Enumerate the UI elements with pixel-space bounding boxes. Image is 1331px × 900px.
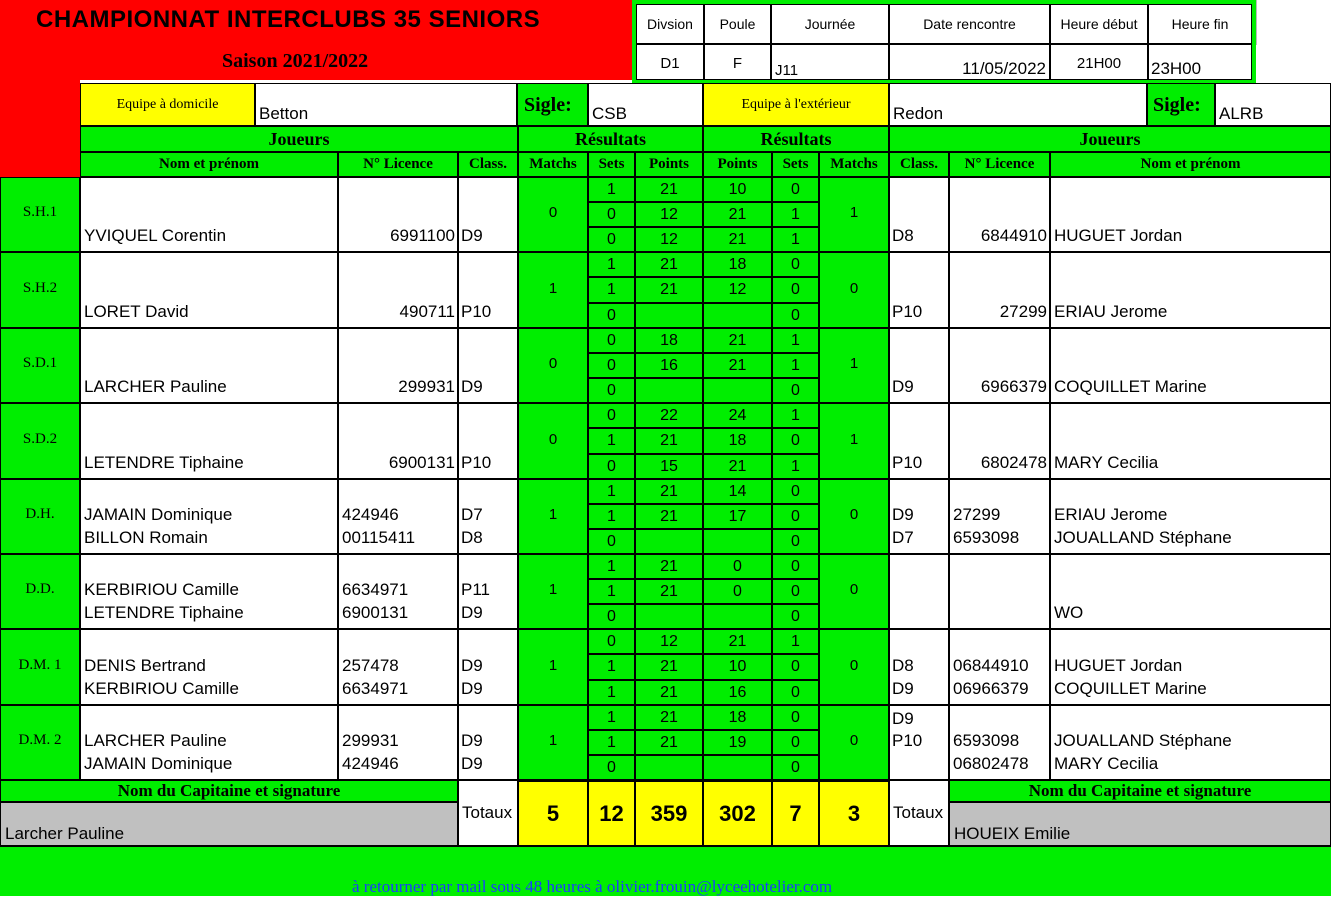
home-points-value: 15 — [635, 454, 703, 479]
away-sets-value: 0 — [772, 680, 819, 705]
away-sets-value: 1 — [772, 328, 819, 353]
home-points-value: 21 — [635, 428, 703, 454]
away-player-name: JOUALLAND Stéphane — [1054, 731, 1232, 750]
home-points-value — [635, 378, 703, 403]
away-col-name: Nom et prénom — [1050, 152, 1331, 177]
home-player-name: LETENDRE Tiphaine — [84, 452, 244, 472]
bottom-strip — [0, 896, 1331, 900]
info-value-1: F — [732, 55, 743, 72]
away-player-class: D8 — [892, 656, 914, 675]
home-points-value: 22 — [635, 403, 703, 428]
home-matchs-value: 1 — [548, 279, 558, 297]
away-player-licence: 06844910 — [953, 656, 1029, 675]
away-sets-value: 0 — [772, 428, 819, 454]
home-sigle: CSB — [592, 104, 627, 123]
info-value-cell-1 — [704, 44, 771, 80]
home-sets-value: 0 — [588, 227, 635, 252]
away-total-points: 302 — [703, 780, 772, 846]
home-total-points: 359 — [635, 780, 703, 846]
away-player-class: D9 — [892, 708, 914, 728]
away-points-value: 18 — [703, 252, 772, 277]
away-sets-value: 0 — [772, 378, 819, 403]
away-matchs-cell — [819, 554, 889, 629]
footer-note: à retourner par mail sous 48 heures à olivier.frouin@lyceehotelier.com — [352, 877, 833, 896]
away-results-header: Résultats — [703, 126, 889, 152]
home-total-sets: 12 — [588, 780, 635, 846]
home-points-value — [635, 529, 703, 554]
home-results-header: Résultats — [518, 126, 703, 152]
home-matchs-value: 1 — [548, 506, 558, 524]
info-value-3: 11/05/2022 — [962, 59, 1046, 78]
away-player-licence: 06802478 — [953, 753, 1029, 773]
top-right-blank — [1256, 0, 1331, 45]
away-matchs-value: 0 — [849, 656, 859, 674]
away-captain-name: HOUEIX Emilie — [954, 824, 1071, 843]
away-points-value: 18 — [703, 428, 772, 454]
home-sets-value: 0 — [588, 378, 635, 403]
away-sets-value: 0 — [772, 479, 819, 504]
away-col-licence: N° Licence — [949, 152, 1050, 177]
home-matchs-cell — [518, 554, 588, 629]
home-totals-label: Totaux — [462, 803, 513, 822]
away-matchs-cell — [819, 252, 889, 328]
home-sets-value: 0 — [588, 403, 635, 428]
home-matchs-value: 1 — [548, 581, 558, 599]
home-matchs-value: 0 — [548, 204, 558, 222]
info-value-cell-0 — [636, 44, 704, 80]
away-sets-value: 0 — [772, 755, 819, 780]
info-label-3: Date rencontre — [889, 4, 1050, 44]
away-team-name: Redon — [893, 104, 944, 123]
home-sets-value: 0 — [588, 604, 635, 629]
away-matchs-value: 1 — [849, 204, 859, 222]
away-sigle-cell — [1215, 83, 1331, 126]
away-player-name: MARY Cecilia — [1054, 452, 1159, 472]
home-player-licence: 6900131 — [342, 602, 409, 622]
home-points-value: 21 — [635, 705, 703, 730]
home-player-licence: 6900131 — [388, 452, 455, 472]
home-sets-value: 1 — [588, 504, 635, 529]
away-sets-value: 0 — [772, 277, 819, 303]
away-col-points: Points — [703, 152, 772, 177]
info-value-cell-4 — [1050, 44, 1148, 80]
info-value-cell-5 — [1148, 44, 1252, 80]
away-sets-value: 0 — [772, 504, 819, 529]
away-player-name: ERIAU Jerome — [1054, 301, 1168, 321]
home-player-licence: 424946 — [342, 753, 399, 773]
away-matchs-value: 0 — [849, 279, 859, 297]
away-matchs-value: 1 — [849, 430, 859, 448]
away-players-header: Joueurs — [889, 126, 1331, 152]
home-points-value: 21 — [635, 579, 703, 604]
away-points-value: 21 — [703, 202, 772, 227]
home-sets-value: 1 — [588, 680, 635, 705]
home-player-licence: 424946 — [342, 505, 399, 524]
away-points-value — [703, 378, 772, 403]
home-sets-value: 0 — [588, 454, 635, 479]
home-points-value — [635, 604, 703, 629]
home-team-name-cell — [255, 83, 517, 126]
home-points-value: 21 — [635, 277, 703, 303]
home-player-licence: 6634971 — [342, 678, 409, 698]
home-sets-value: 1 — [588, 654, 635, 680]
away-total-sets: 7 — [772, 780, 819, 846]
home-matchs-value: 1 — [548, 656, 558, 674]
home-points-value: 21 — [635, 177, 703, 202]
home-sets-value: 1 — [588, 277, 635, 303]
away-sets-value: 0 — [772, 177, 819, 202]
home-player-class: D7 — [461, 505, 483, 524]
home-player-licence: 257478 — [342, 656, 399, 675]
home-player-class: D9 — [461, 753, 483, 773]
away-player-name: MARY Cecilia — [1054, 753, 1159, 773]
home-sets-value: 0 — [588, 755, 635, 780]
home-matchs-value: 1 — [548, 732, 558, 750]
match-code-cell — [0, 177, 80, 252]
away-points-value: 14 — [703, 479, 772, 504]
match-code: S.H.1 — [22, 204, 58, 221]
away-matchs-cell — [819, 328, 889, 403]
home-matchs-value: 0 — [548, 355, 558, 373]
away-points-value — [703, 529, 772, 554]
away-player-class: D8 — [892, 225, 914, 245]
home-player-name: LARCHER Pauline — [84, 731, 227, 750]
home-players-header: Joueurs — [80, 126, 518, 152]
info-label-4: Heure début — [1050, 4, 1148, 44]
home-matchs-cell — [518, 403, 588, 479]
away-points-value: 24 — [703, 403, 772, 428]
home-player-licence: 299931 — [398, 376, 455, 396]
home-matchs-cell — [518, 177, 588, 252]
away-sets-value: 0 — [772, 529, 819, 554]
home-player-name: JAMAIN Dominique — [84, 505, 233, 524]
away-col-sets: Sets — [772, 152, 819, 177]
away-player-name: ERIAU Jerome — [1054, 505, 1168, 524]
home-captain-name: Larcher Pauline — [5, 824, 125, 843]
home-player-class: P10 — [461, 452, 492, 472]
match-code: D.D. — [25, 581, 55, 598]
away-sets-value: 1 — [772, 202, 819, 227]
home-player-class: P11 — [461, 580, 490, 599]
home-col-name: Nom et prénom — [80, 152, 338, 177]
info-label-1: Poule — [704, 4, 771, 44]
away-matchs-value: 0 — [849, 506, 859, 524]
home-matchs-cell — [518, 252, 588, 328]
away-player-class: P10 — [892, 731, 923, 750]
away-sets-value: 0 — [772, 705, 819, 730]
away-points-value: 21 — [703, 353, 772, 378]
home-sets-value: 1 — [588, 554, 635, 579]
match-code-cell — [0, 629, 80, 705]
home-points-value: 21 — [635, 680, 703, 705]
home-col-class: Class. — [458, 152, 518, 177]
away-player-name: HUGUET Jordan — [1054, 656, 1183, 675]
away-sets-value: 0 — [772, 654, 819, 680]
home-player-name: LETENDRE Tiphaine — [84, 602, 244, 622]
match-code: D.M. 1 — [18, 656, 62, 673]
home-matchs-value: 0 — [548, 430, 558, 448]
away-totals-label-cell — [889, 780, 949, 846]
home-sets-value: 1 — [588, 252, 635, 277]
home-team-name: Betton — [259, 104, 309, 123]
away-player-licence: 6966379 — [980, 376, 1047, 396]
left-red-column — [0, 80, 80, 177]
away-player-name: JOUALLAND Stéphane — [1054, 527, 1232, 547]
away-player-class: P10 — [892, 301, 923, 321]
match-code: D.M. 2 — [18, 732, 62, 749]
match-code: S.H.2 — [22, 279, 58, 296]
home-sets-value: 1 — [588, 177, 635, 202]
away-matchs-cell — [819, 705, 889, 780]
home-points-value: 21 — [635, 252, 703, 277]
home-matchs-cell — [518, 479, 588, 554]
home-captain-label: Nom du Capitaine et signature — [0, 780, 458, 802]
home-matchs-cell — [518, 328, 588, 403]
home-points-value: 21 — [635, 479, 703, 504]
info-value-0: D1 — [660, 55, 680, 72]
home-points-value: 21 — [635, 654, 703, 680]
away-points-value: 18 — [703, 705, 772, 730]
away-player-class: D9 — [892, 505, 914, 524]
away-player-licence: 06966379 — [953, 678, 1029, 698]
home-player-name: BILLON Romain — [84, 527, 208, 547]
info-label-2: Journée — [771, 4, 889, 44]
home-sigle-cell — [588, 83, 703, 126]
home-matchs-cell — [518, 705, 588, 780]
away-player-licence: 6844910 — [980, 225, 1047, 245]
away-matchs-value: 0 — [849, 732, 859, 750]
away-sets-value: 0 — [772, 730, 819, 755]
home-points-value — [635, 303, 703, 328]
away-points-value: 0 — [703, 554, 772, 579]
home-player-name: LARCHER Pauline — [84, 376, 227, 396]
away-sets-value: 0 — [772, 579, 819, 604]
match-code-cell — [0, 252, 80, 328]
away-team-label: Equipe à l'extérieur — [703, 83, 889, 126]
home-player-name: DENIS Bertrand — [84, 656, 206, 675]
home-sets-value: 1 — [588, 428, 635, 454]
away-player-class: P10 — [892, 452, 923, 472]
away-points-value: 16 — [703, 680, 772, 705]
away-sets-value: 1 — [772, 454, 819, 479]
match-code: D.H. — [25, 506, 55, 523]
home-captain-cell — [0, 802, 458, 846]
championship-title: CHAMPIONNAT INTERCLUBS 35 SENIORS — [36, 6, 541, 33]
away-player-cell — [889, 554, 949, 629]
home-points-value: 18 — [635, 328, 703, 353]
away-points-value: 12 — [703, 277, 772, 303]
home-player-class: D9 — [461, 656, 483, 675]
home-totals-label-cell — [458, 780, 518, 846]
away-totals-label: Totaux — [893, 803, 944, 822]
away-points-value: 17 — [703, 504, 772, 529]
home-player-class: D9 — [461, 731, 483, 750]
home-player-name: KERBIRIOU Camille — [84, 580, 239, 599]
away-sets-value: 1 — [772, 629, 819, 654]
away-captain-cell — [949, 802, 1331, 846]
away-sets-value: 1 — [772, 353, 819, 378]
home-col-licence: N° Licence — [338, 152, 458, 177]
home-player-licence: 490711 — [399, 301, 455, 321]
home-col-sets: Sets — [588, 152, 635, 177]
away-matchs-cell — [819, 479, 889, 554]
away-points-value: 21 — [703, 328, 772, 353]
away-player-licence: 27299 — [953, 505, 1001, 524]
home-sets-value: 0 — [588, 529, 635, 554]
info-label-0: Divsion — [636, 4, 704, 44]
away-player-class: D9 — [892, 678, 914, 698]
away-sets-value: 0 — [772, 554, 819, 579]
away-points-value — [703, 604, 772, 629]
info-value-2: J11 — [775, 62, 799, 79]
footer-band — [0, 846, 1331, 896]
home-player-class: D9 — [461, 225, 483, 245]
away-matchs-cell — [819, 629, 889, 705]
info-label-5: Heure fin — [1148, 4, 1252, 44]
match-code-cell — [0, 705, 80, 780]
season-label: Saison 2021/2022 — [222, 50, 369, 72]
away-player-licence: 6593098 — [953, 731, 1020, 750]
away-player-cell — [949, 554, 1050, 629]
away-points-value: 21 — [703, 227, 772, 252]
home-points-value — [635, 755, 703, 780]
home-sets-value: 1 — [588, 479, 635, 504]
match-code-cell — [0, 403, 80, 479]
home-points-value: 16 — [635, 353, 703, 378]
home-points-value: 21 — [635, 554, 703, 579]
home-player-name: KERBIRIOU Camille — [84, 678, 239, 698]
away-player-cell — [1050, 554, 1331, 629]
away-col-matchs: Matchs — [819, 152, 889, 177]
away-col-class: Class. — [889, 152, 949, 177]
away-captain-label: Nom du Capitaine et signature — [949, 780, 1331, 802]
home-sets-value: 0 — [588, 303, 635, 328]
home-sets-value: 1 — [588, 579, 635, 604]
away-points-value: 10 — [703, 177, 772, 202]
match-code: S.D.1 — [22, 355, 58, 372]
home-player-class: D9 — [461, 602, 483, 622]
away-matchs-value: 0 — [849, 581, 859, 599]
away-team-name-cell — [889, 83, 1147, 126]
home-sets-value: 0 — [588, 328, 635, 353]
info-value-4: 21H00 — [1076, 55, 1122, 72]
home-sigle-label: Sigle: — [517, 83, 588, 126]
away-points-value: 10 — [703, 654, 772, 680]
away-player-licence: 27299 — [999, 301, 1047, 321]
home-sets-value: 0 — [588, 202, 635, 227]
home-player-class: D9 — [461, 376, 483, 396]
match-code: S.D.2 — [22, 430, 58, 447]
away-player-licence: 6593098 — [953, 527, 1020, 547]
home-player-name: JAMAIN Dominique — [84, 753, 233, 773]
home-player-licence: 00115411 — [342, 527, 416, 547]
away-player-class: D9 — [892, 376, 914, 396]
away-total-matchs: 3 — [819, 780, 889, 846]
away-matchs-cell — [819, 177, 889, 252]
home-sets-value: 1 — [588, 705, 635, 730]
away-sets-value: 1 — [772, 403, 819, 428]
away-sigle: ALRB — [1219, 104, 1264, 123]
away-matchs-value: 1 — [849, 355, 859, 373]
away-points-value: 0 — [703, 579, 772, 604]
away-points-value: 21 — [703, 629, 772, 654]
home-player-class: D8 — [461, 527, 483, 547]
home-total-matchs: 5 — [518, 780, 588, 846]
home-col-points: Points — [635, 152, 703, 177]
away-sigle-label: Sigle: — [1147, 83, 1215, 126]
home-player-licence: 6991100 — [390, 225, 455, 245]
match-code-cell — [0, 328, 80, 403]
info-value-5: 23H00 — [1151, 59, 1202, 78]
home-points-value: 12 — [635, 227, 703, 252]
away-player-name: COQUILLET Marine — [1054, 678, 1207, 698]
away-player-name: HUGUET Jordan — [1054, 225, 1183, 245]
top-right-blank-2 — [1256, 45, 1331, 83]
away-matchs-cell — [819, 403, 889, 479]
home-player-class: D9 — [461, 678, 483, 698]
home-sets-value: 1 — [588, 730, 635, 755]
away-sets-value: 0 — [772, 604, 819, 629]
away-player-class: D7 — [892, 527, 914, 547]
away-points-value — [703, 303, 772, 328]
info-value-cell-2 — [771, 44, 889, 80]
home-player-name: YVIQUEL Corentin — [84, 225, 227, 245]
home-col-matchs: Matchs — [518, 152, 588, 177]
home-player-licence: 299931 — [342, 731, 399, 750]
match-code-cell — [0, 479, 80, 554]
home-matchs-cell — [518, 629, 588, 705]
home-sets-value: 0 — [588, 629, 635, 654]
home-points-value: 12 — [635, 202, 703, 227]
home-points-value: 21 — [635, 504, 703, 529]
away-sets-value: 0 — [772, 303, 819, 328]
away-sets-value: 0 — [772, 252, 819, 277]
home-points-value: 21 — [635, 730, 703, 755]
home-player-licence: 6634971 — [342, 580, 409, 599]
away-sets-value: 1 — [772, 227, 819, 252]
home-player-name: LORET David — [84, 301, 189, 321]
home-sets-value: 0 — [588, 353, 635, 378]
match-code-cell — [0, 554, 80, 629]
home-team-label: Equipe à domicile — [80, 83, 255, 126]
away-player-licence: 6802478 — [980, 452, 1047, 472]
home-player-class: P10 — [461, 301, 492, 321]
away-player-name: COQUILLET Marine — [1054, 376, 1207, 396]
away-points-value — [703, 755, 772, 780]
away-points-value: 21 — [703, 454, 772, 479]
away-player-name: WO — [1054, 602, 1084, 622]
home-points-value: 12 — [635, 629, 703, 654]
info-value-cell-3 — [889, 44, 1050, 80]
away-points-value: 19 — [703, 730, 772, 755]
